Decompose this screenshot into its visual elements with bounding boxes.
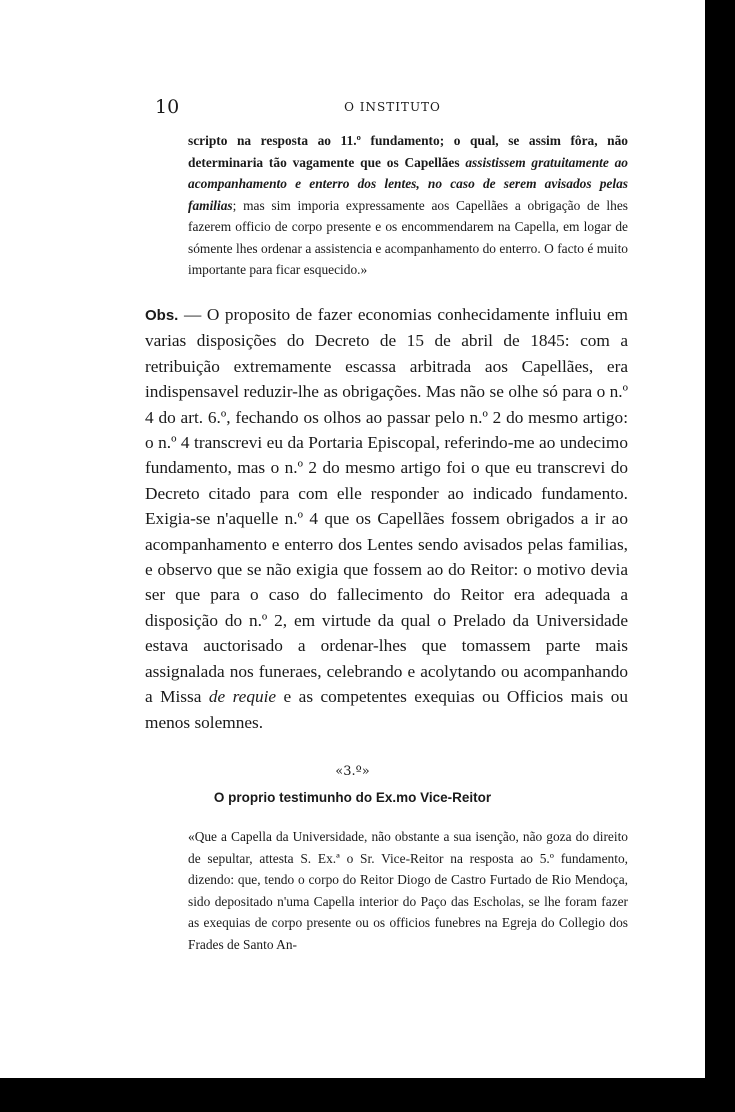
section-number: «3.º» [335, 764, 370, 779]
observation-label: Obs. [145, 307, 179, 324]
quote-text: ; mas sim imporia expressamente aos Capellães a obrigação de lhes fazerem officio de corpo presente e os encommendarem na Capella, em logar de sómente lhes ordenar a assistencia e acompanhamento do enterro. O facto é muito importante para ficar esquecido.» [188, 197, 628, 277]
running-title: O INSTITUTO [344, 100, 441, 114]
section-heading: O proprio testimunho do Ex.mo Vice-Reitor [213, 790, 492, 805]
page-number: 10 [155, 96, 180, 118]
scan-border-bottom [0, 1078, 735, 1112]
quote-continuation [188, 130, 628, 281]
quote-italic-text: assistissem gratuitamente ao acompanhamento e enterro dos lentes, no caso de serem avisados pelas familias [188, 154, 628, 213]
observation-italic-text: de requie [208, 687, 277, 707]
quote-paragraph: «Que a Capella da Universidade, não obstante a sua isenção, não goza do direito de sepultar, attesta S. Ex.ª o Sr. Vice-Reitor na resposta ao 5.º fundamento, dizendo: que, tendo o corpo do Reitor Diogo de Castro Furtado de Rio Mendoça, sido depositado n'uma Capella interior do Paço das Escholas, se lhe foram fazer as exequias de corpo presente ou os officios funebres na Egreja do Collegio dos Frades de Santo An- [188, 829, 628, 952]
observation-paragraph [145, 302, 628, 735]
observation-text: e as competentes exequias ou Officios mais ou menos solemnes. [145, 687, 629, 732]
scan-border-right [705, 0, 735, 1112]
observation-text: — O proposito de fazer economias conhecidamente influiu em varias disposições do Decreto de 15 de abril de 1845: com a retribuição extremamente escassa arbitrada aos Capellães, era indispensavel reduzir-lhe as obrigações. Mas não se olhe só para o n.º 4 do art. 6.º, fechando os olhos ao passar pelo n.º 2 do mesmo artigo: o n.º 4 transcrevi eu da Portaria Episcopal, referindo-me ao undecimo fundamento, mas o n.º 2 do mesmo artigo foi o que eu transcrevi do Decreto citado para com elle responder ao indicado fundamento. Exigia-se n'aquelle n.º 4 que os Capellães fossem obrigados a ir ao acompanhamento e enterro dos Lentes sendo avisados pelas familias, e observo que se não exigia que fossem ao do Reitor: o motivo devia ser que para o caso do fallecimento do Reitor era adequada a disposição do n.º 2, em virtude da qual o Prelado da Universidade estava auctorisado a ordenar-lhes que tomassem parte mais assignalada nos funeraes, celebrando e acolytando ou acompanhando a Missa [145, 305, 628, 707]
quote-text: scripto na resposta ao 11.º fundamento; o qual, se assim fôra, não determinaria tão vagamente que os Capellães [188, 133, 628, 170]
page-header [155, 96, 630, 120]
